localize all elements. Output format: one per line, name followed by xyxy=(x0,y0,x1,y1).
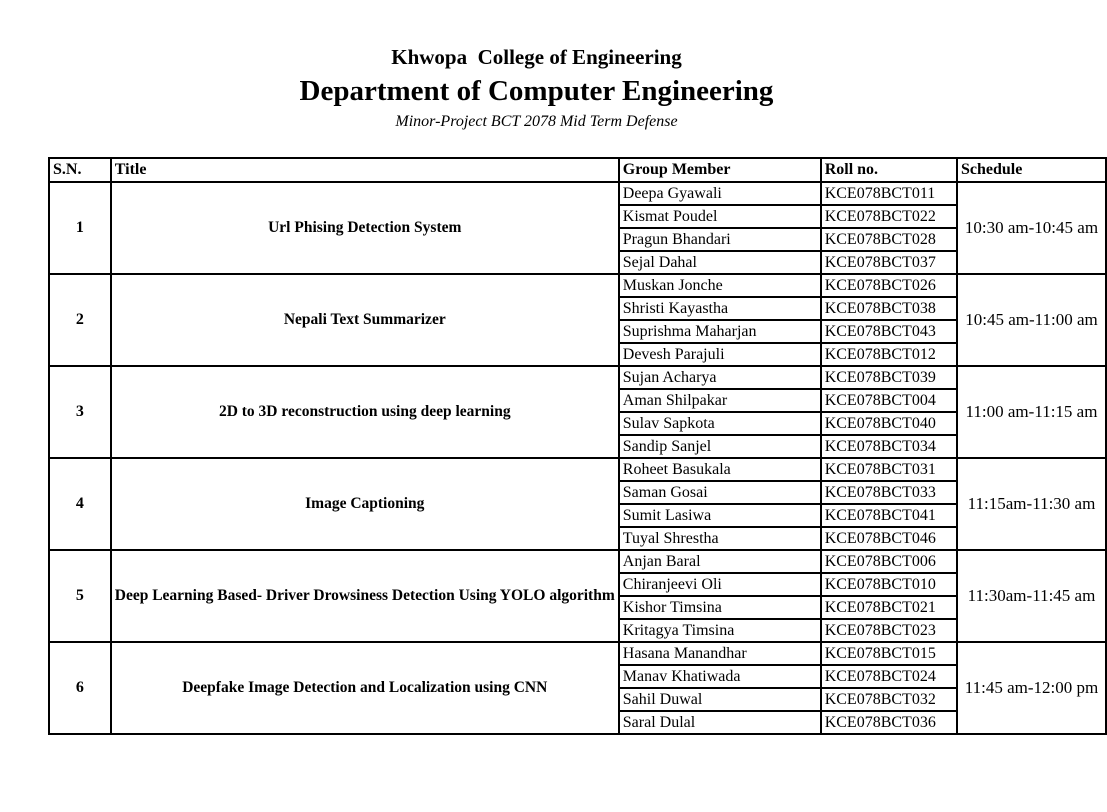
roll-number-cell: KCE078BCT032 xyxy=(821,688,957,711)
column-header-title: Title xyxy=(111,158,619,182)
column-header-roll-no: Roll no. xyxy=(821,158,957,182)
project-title-cell: Url Phising Detection System xyxy=(111,182,619,274)
serial-number-cell: 6 xyxy=(49,642,111,734)
group-member-cell: Tuyal Shrestha xyxy=(619,527,821,550)
group-member-cell: Suprishma Maharjan xyxy=(619,320,821,343)
serial-number-cell: 3 xyxy=(49,366,111,458)
schedule-cell: 11:45 am-12:00 pm xyxy=(957,642,1106,734)
roll-number-cell: KCE078BCT033 xyxy=(821,481,957,504)
event-subtitle: Minor-Project BCT 2078 Mid Term Defense xyxy=(395,113,678,130)
roll-number-cell: KCE078BCT023 xyxy=(821,619,957,642)
group-member-cell: Muskan Jonche xyxy=(619,274,821,297)
group-member-cell: Sumit Lasiwa xyxy=(619,504,821,527)
roll-number-cell: KCE078BCT006 xyxy=(821,550,957,573)
group-member-cell: Shristi Kayastha xyxy=(619,297,821,320)
roll-number-cell: KCE078BCT046 xyxy=(821,527,957,550)
table-row xyxy=(49,274,1106,297)
table-row xyxy=(49,182,1106,205)
roll-number-cell: KCE078BCT026 xyxy=(821,274,957,297)
roll-number-cell: KCE078BCT034 xyxy=(821,435,957,458)
group-member-cell: Saman Gosai xyxy=(619,481,821,504)
column-header-group-member: Group Member xyxy=(619,158,821,182)
schedule-cell: 10:45 am-11:00 am xyxy=(957,274,1106,366)
serial-number-cell: 5 xyxy=(49,550,111,642)
project-title-cell: Image Captioning xyxy=(111,458,619,550)
project-title-cell: 2D to 3D reconstruction using deep learning xyxy=(111,366,619,458)
table-row xyxy=(49,642,1106,665)
group-member-cell: Sujan Acharya xyxy=(619,366,821,389)
column-header-sn: S.N. xyxy=(49,158,111,182)
table-row xyxy=(49,366,1106,389)
group-member-cell: Pragun Bhandari xyxy=(619,228,821,251)
project-title-cell: Deepfake Image Detection and Localization using CNN xyxy=(111,642,619,734)
schedule-cell: 11:15am-11:30 am xyxy=(957,458,1106,550)
schedule-cell: 11:30am-11:45 am xyxy=(957,550,1106,642)
schedule-table xyxy=(48,157,1107,735)
roll-number-cell: KCE078BCT015 xyxy=(821,642,957,665)
table-header-row xyxy=(49,158,1106,182)
roll-number-cell: KCE078BCT038 xyxy=(821,297,957,320)
roll-number-cell: KCE078BCT012 xyxy=(821,343,957,366)
college-name: Khwopa College of Engineering xyxy=(391,45,682,69)
roll-number-cell: KCE078BCT004 xyxy=(821,389,957,412)
roll-number-cell: KCE078BCT031 xyxy=(821,458,957,481)
roll-number-cell: KCE078BCT011 xyxy=(821,182,957,205)
project-title-cell: Nepali Text Summarizer xyxy=(111,274,619,366)
group-member-cell: Deepa Gyawali xyxy=(619,182,821,205)
schedule-cell: 10:30 am-10:45 am xyxy=(957,182,1106,274)
serial-number-cell: 1 xyxy=(49,182,111,274)
project-title-cell: Deep Learning Based- Driver Drowsiness Detection Using YOLO algorithm xyxy=(111,550,619,642)
group-member-cell: Kritagya Timsina xyxy=(619,619,821,642)
group-member-cell: Aman Shilpakar xyxy=(619,389,821,412)
roll-number-cell: KCE078BCT036 xyxy=(821,711,957,734)
schedule-cell: 11:00 am-11:15 am xyxy=(957,366,1106,458)
group-member-cell: Sejal Dahal xyxy=(619,251,821,274)
group-member-cell: Kismat Poudel xyxy=(619,205,821,228)
table-body xyxy=(49,182,1106,734)
group-member-cell: Kishor Timsina xyxy=(619,596,821,619)
group-member-cell: Anjan Baral xyxy=(619,550,821,573)
serial-number-cell: 4 xyxy=(49,458,111,550)
roll-number-cell: KCE078BCT021 xyxy=(821,596,957,619)
group-member-cell: Manav Khatiwada xyxy=(619,665,821,688)
table-row xyxy=(49,550,1106,573)
group-member-cell: Devesh Parajuli xyxy=(619,343,821,366)
roll-number-cell: KCE078BCT043 xyxy=(821,320,957,343)
group-member-cell: Hasana Manandhar xyxy=(619,642,821,665)
roll-number-cell: KCE078BCT010 xyxy=(821,573,957,596)
roll-number-cell: KCE078BCT024 xyxy=(821,665,957,688)
group-member-cell: Sahil Duwal xyxy=(619,688,821,711)
group-member-cell: Sandip Sanjel xyxy=(619,435,821,458)
table-row xyxy=(49,458,1106,481)
group-member-cell: Sulav Sapkota xyxy=(619,412,821,435)
group-member-cell: Chiranjeevi Oli xyxy=(619,573,821,596)
department-title: Department of Computer Engineering xyxy=(299,75,774,107)
roll-number-cell: KCE078BCT041 xyxy=(821,504,957,527)
roll-number-cell: KCE078BCT037 xyxy=(821,251,957,274)
roll-number-cell: KCE078BCT022 xyxy=(821,205,957,228)
roll-number-cell: KCE078BCT028 xyxy=(821,228,957,251)
group-member-cell: Saral Dulal xyxy=(619,711,821,734)
column-header-schedule: Schedule xyxy=(957,158,1106,182)
roll-number-cell: KCE078BCT040 xyxy=(821,412,957,435)
serial-number-cell: 2 xyxy=(49,274,111,366)
roll-number-cell: KCE078BCT039 xyxy=(821,366,957,389)
group-member-cell: Roheet Basukala xyxy=(619,458,821,481)
